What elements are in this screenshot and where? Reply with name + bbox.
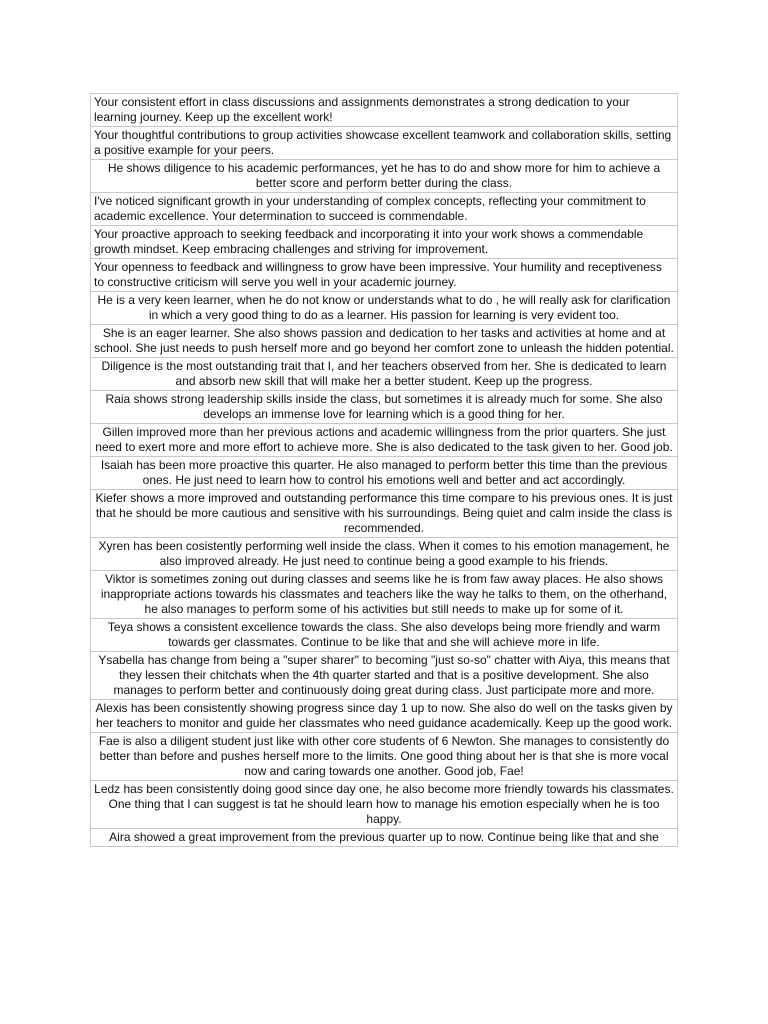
table-row (91, 160, 678, 193)
comments-table-body (91, 94, 678, 847)
comment-cell: Alexis has been consistently showing progress since day 1 up to now. She also do well on the tasks given by her teachers to monitor and guide her classmates who need guidance academically. Keep up the good work. (91, 700, 678, 733)
table-row (91, 781, 678, 829)
table-row (91, 652, 678, 700)
table-row (91, 193, 678, 226)
table-row (91, 325, 678, 358)
comment-cell: Gillen improved more than her previous actions and academic willingness from the prior quarters. She just need to exert more and more effort to achieve more. She is also dedicated to the task given to her. Good job. (91, 424, 678, 457)
comment-cell: Ledz has been consistently doing good since day one, he also become more friendly towards his classmates. One thing that I can suggest is tat he should learn how to manage his emotion especially when he is too happy. (91, 781, 678, 829)
table-row (91, 490, 678, 538)
comment-cell: Your consistent effort in class discussions and assignments demonstrates a strong dedication to your learning journey. Keep up the excellent work! (91, 94, 678, 127)
comments-table-container (90, 93, 678, 925)
comment-cell: Xyren has been cosistently performing well inside the class. When it comes to his emotion management, he also improved already. He just need to continue being a good example to his friends. (91, 538, 678, 571)
table-row (91, 358, 678, 391)
comment-cell: Kiefer shows a more improved and outstanding performance this time compare to his previous ones. It is just that he should be more cautious and sensitive with his surroundings. Being quiet and calm inside the class is recommended. (91, 490, 678, 538)
table-row (91, 619, 678, 652)
comments-table (90, 93, 678, 847)
table-row (91, 292, 678, 325)
table-row (91, 391, 678, 424)
table-row (91, 424, 678, 457)
table-row (91, 829, 678, 847)
table-row (91, 94, 678, 127)
table-row (91, 226, 678, 259)
comment-cell: Fae is also a diligent student just like with other core students of 6 Newton. She manages to consistently do better than before and pushes herself more to the limits. One good thing about her is that she is more vocal now and caring towards one another. Good job, Fae! (91, 733, 678, 781)
comment-cell: Isaiah has been more proactive this quarter. He also managed to perform better this time than the previous ones. He just need to learn how to control his emotions well and better and act accordingly. (91, 457, 678, 490)
comment-cell: He shows diligence to his academic performances, yet he has to do and show more for him to achieve a better score and perform better during the class. (91, 160, 678, 193)
comment-cell: Teya shows a consistent excellence towards the class. She also develops being more friendly and warm towards ger classmates. Continue to be like that and she will achieve more in life. (91, 619, 678, 652)
comment-cell: Your proactive approach to seeking feedback and incorporating it into your work shows a commendable growth mindset. Keep embracing challenges and striving for improvement. (91, 226, 678, 259)
comment-cell: I've noticed significant growth in your understanding of complex concepts, reflecting your commitment to academic excellence. Your determination to succeed is commendable. (91, 193, 678, 226)
table-row (91, 127, 678, 160)
comment-cell: He is a very keen learner, when he do not know or understands what to do , he will really ask for clarification in which a very good thing to do as a learner. His passion for learning is very evident too. (91, 292, 678, 325)
comment-cell: Diligence is the most outstanding trait that I, and her teachers observed from her. She is dedicated to learn and absorb new skill that will make her a better student. Keep up the progress. (91, 358, 678, 391)
comment-cell: Viktor is sometimes zoning out during classes and seems like he is from faw away places. He also shows inappropriate actions towards his classmates and teachers like the way he talks to them, on the otherhand, he also manages to perform some of his activities but still needs to make up for some of it. (91, 571, 678, 619)
comment-cell: Your openness to feedback and willingness to grow have been impressive. Your humility and receptiveness to constructive criticism will serve you well in your academic journey. (91, 259, 678, 292)
comment-cell: Ysabella has change from being a "super sharer" to becoming "just so-so" chatter with Aiya, this means that they lessen their chitchats when the 4th quarter started and that is a positive development. She also manages to perform better and continuously doing great during class. Just participate more and more. (91, 652, 678, 700)
table-row (91, 571, 678, 619)
table-row (91, 457, 678, 490)
comment-cell: She is an eager learner. She also shows passion and dedication to her tasks and activities at home and at school. She just needs to push herself more and go beyond her comfort zone to unleash the hidden potential. (91, 325, 678, 358)
table-row (91, 259, 678, 292)
comment-cell: Your thoughtful contributions to group activities showcase excellent teamwork and collaboration skills, setting a positive example for your peers. (91, 127, 678, 160)
table-row (91, 538, 678, 571)
table-row (91, 733, 678, 781)
table-row (91, 700, 678, 733)
comment-cell: Aira showed a great improvement from the previous quarter up to now. Continue being like that and she (91, 829, 678, 847)
comment-cell: Raia shows strong leadership skills inside the class, but sometimes it is already much for some. She also develops an immense love for learning which is a good thing for her. (91, 391, 678, 424)
